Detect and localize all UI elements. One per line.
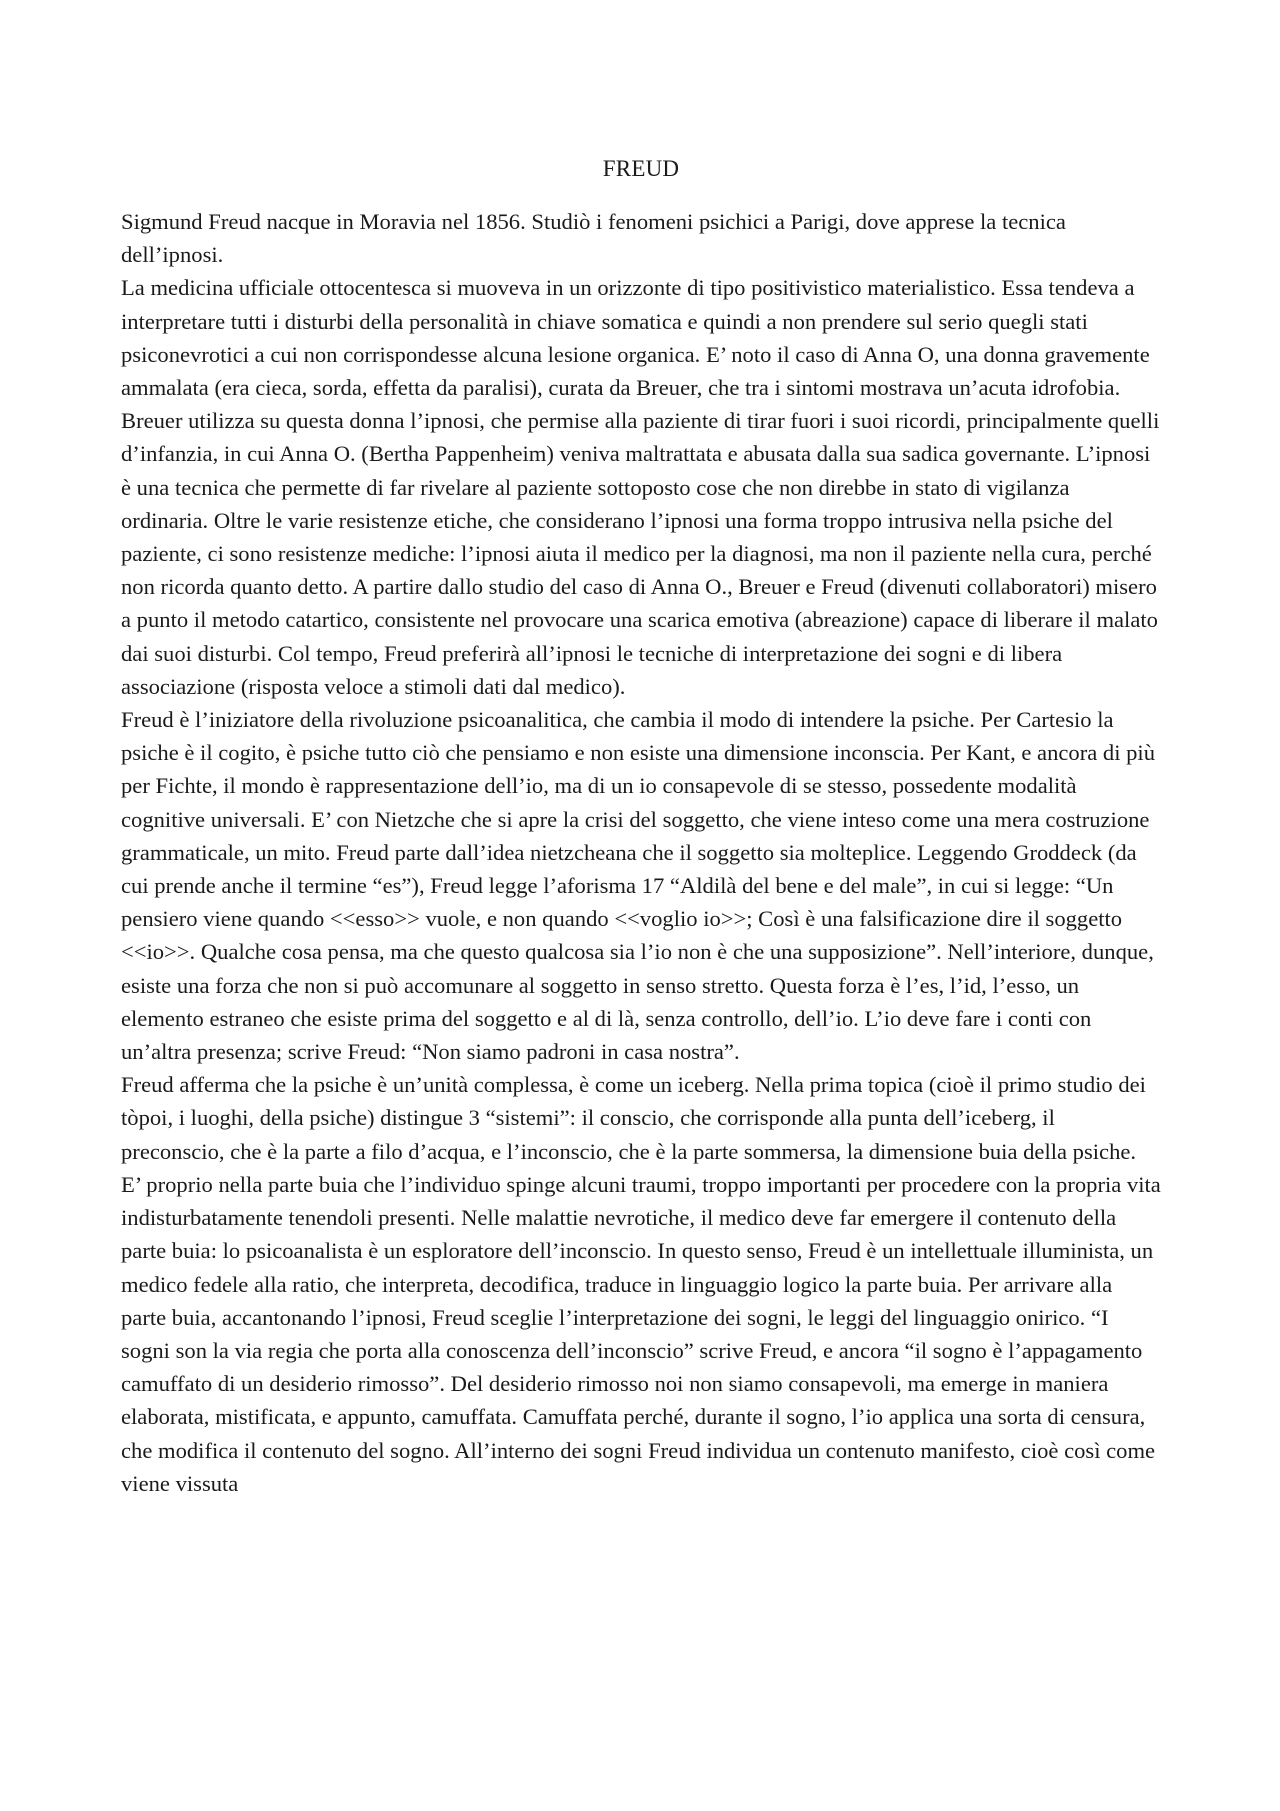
document-body (121, 151, 1161, 1500)
paragraph-anna-o: La medicina ufficiale ottocentesca si muoveva in un orizzonte di tipo positivistico materialistico. Essa tendeva a interpretare tutti i disturbi della personalità in chiave somatica e quindi a non prendere sul serio quegli stati psiconevrotici a cui non corrispondesse alcuna lesione organica. E’ noto il caso di Anna O, una donna gravemente ammalata (era cieca, sorda, effetta da paralisi), curata da Breuer, che tra i sintomi mostrava un’acuta idrofobia. Breuer utilizza su questa donna l’ipnosi, che permise alla paziente di tirar fuori i suoi ricordi, principalmente quelli d’infanzia, in cui Anna O. (Bertha Pappenheim) veniva maltrattata e abusata dalla sua sadica governante. L’ipnosi è una tecnica che permette di far rivelare al paziente sottoposto cose che non direbbe in stato di vigilanza ordinaria. Oltre le varie resistenze etiche, che considerano l’ipnosi una forma troppo intrusiva nella psiche del paziente, ci sono resistenze mediche: l’ipnosi aiuta il medico per la diagnosi, ma non il paziente nella cura, perché non ricorda quanto detto. A partire dallo studio del caso di Anna O., Breuer e Freud (divenuti collaboratori) misero a punto il metodo catartico, consistente nel provocare una scarica emotiva (abreazione) capace di liberare il malato dai suoi disturbi. Col tempo, Freud preferirà all’ipnosi le tecniche di interpretazione dei sogni e di libera associazione (risposta veloce a stimoli dati dal medico). (121, 275, 1160, 699)
paragraph-first-topic: Freud afferma che la psiche è un’unità complessa, è come un iceberg. Nella prima topica (cioè il primo studio dei tòpoi, i luoghi, della psiche) distingue 3 “sistemi”: il conscio, che corrisponde alla punta dell’iceberg, il preconscio, che è la parte a filo d’acqua, e l’inconscio, che è la parte sommersa, la dimensione buia della psiche. E’ proprio nella parte buia che l’individuo spinge alcuni traumi, troppo importanti per procedere con la propria vita indisturbatamente tenendoli presenti. Nelle malattie nevrotiche, il medico deve far emergere il contenuto della parte buia: lo psicoanalista è un esploratore dell’inconscio. In questo senso, Freud è un intellettuale illuminista, un medico fedele alla ratio, che interpreta, decodifica, traduce in linguaggio logico la parte buia. Per arrivare alla parte buia, accantonando l’ipnosi, Freud sceglie l’interpretazione dei sogni, le leggi del linguaggio onirico. “I sogni son la via regia che porta alla conoscenza dell’inconscio” scrive Freud, e ancora “il sogno è l’appagamento camuffato di un desiderio rimosso”. Del desiderio rimosso noi non siamo consapevoli, ma emerge in maniera elaborata, mistificata, e appunto, camuffata. Camuffata perché, durante il sogno, l’io applica una sorta di censura, che modifica il contenuto del sogno. All’interno dei sogni Freud individua un contenuto manifesto, cioè così come viene vissuta (121, 1072, 1161, 1496)
document-title: FREUD (602, 156, 680, 181)
paragraph-intro: Sigmund Freud nacque in Moravia nel 1856. Studiò i fenomeni psichici a Parigi, dove apprese la tecnica dell’ipnosi. (121, 209, 1066, 268)
paragraph-psychoanalytic-revolution: Freud è l’iniziatore della rivoluzione psicoanalitica, che cambia il modo di intendere la psiche. Per Cartesio la psiche è il cogito, è psiche tutto ciò che pensiamo e non esiste una dimensione inconscia. Per Kant, e ancora di più per Fichte, il mondo è rappresentazione dell’io, ma di un io consapevole di se stesso, possedente modalità cognitive universali. E’ con Nietzche che si apre la crisi del soggetto, che viene inteso come una mera costruzione grammaticale, un mito. Freud parte dall’idea nietzcheana che il soggetto sia molteplice. Leggendo Groddeck (da cui prende anche il termine “es”), Freud legge l’aforisma 17 “Aldilà del bene e del male”, in cui si legge: “Un pensiero viene quando <<esso>> vuole, e non quando <<voglio io>>; Così è una falsificazione dire il soggetto <<io>>. Qualche cosa pensa, ma che questo qualcosa sia l’io non è che una supposizione”. Nell’interiore, dunque, esiste una forza che non si può accomunare al soggetto in senso stretto. Questa forza è l’es, l’id, l’esso, un elemento estraneo che esiste prima del soggetto e al di là, senza controllo, dell’io. L’io deve fare i conti con un’altra presenza; scrive Freud: “Non siamo padroni in casa nostra”. (121, 707, 1155, 1065)
